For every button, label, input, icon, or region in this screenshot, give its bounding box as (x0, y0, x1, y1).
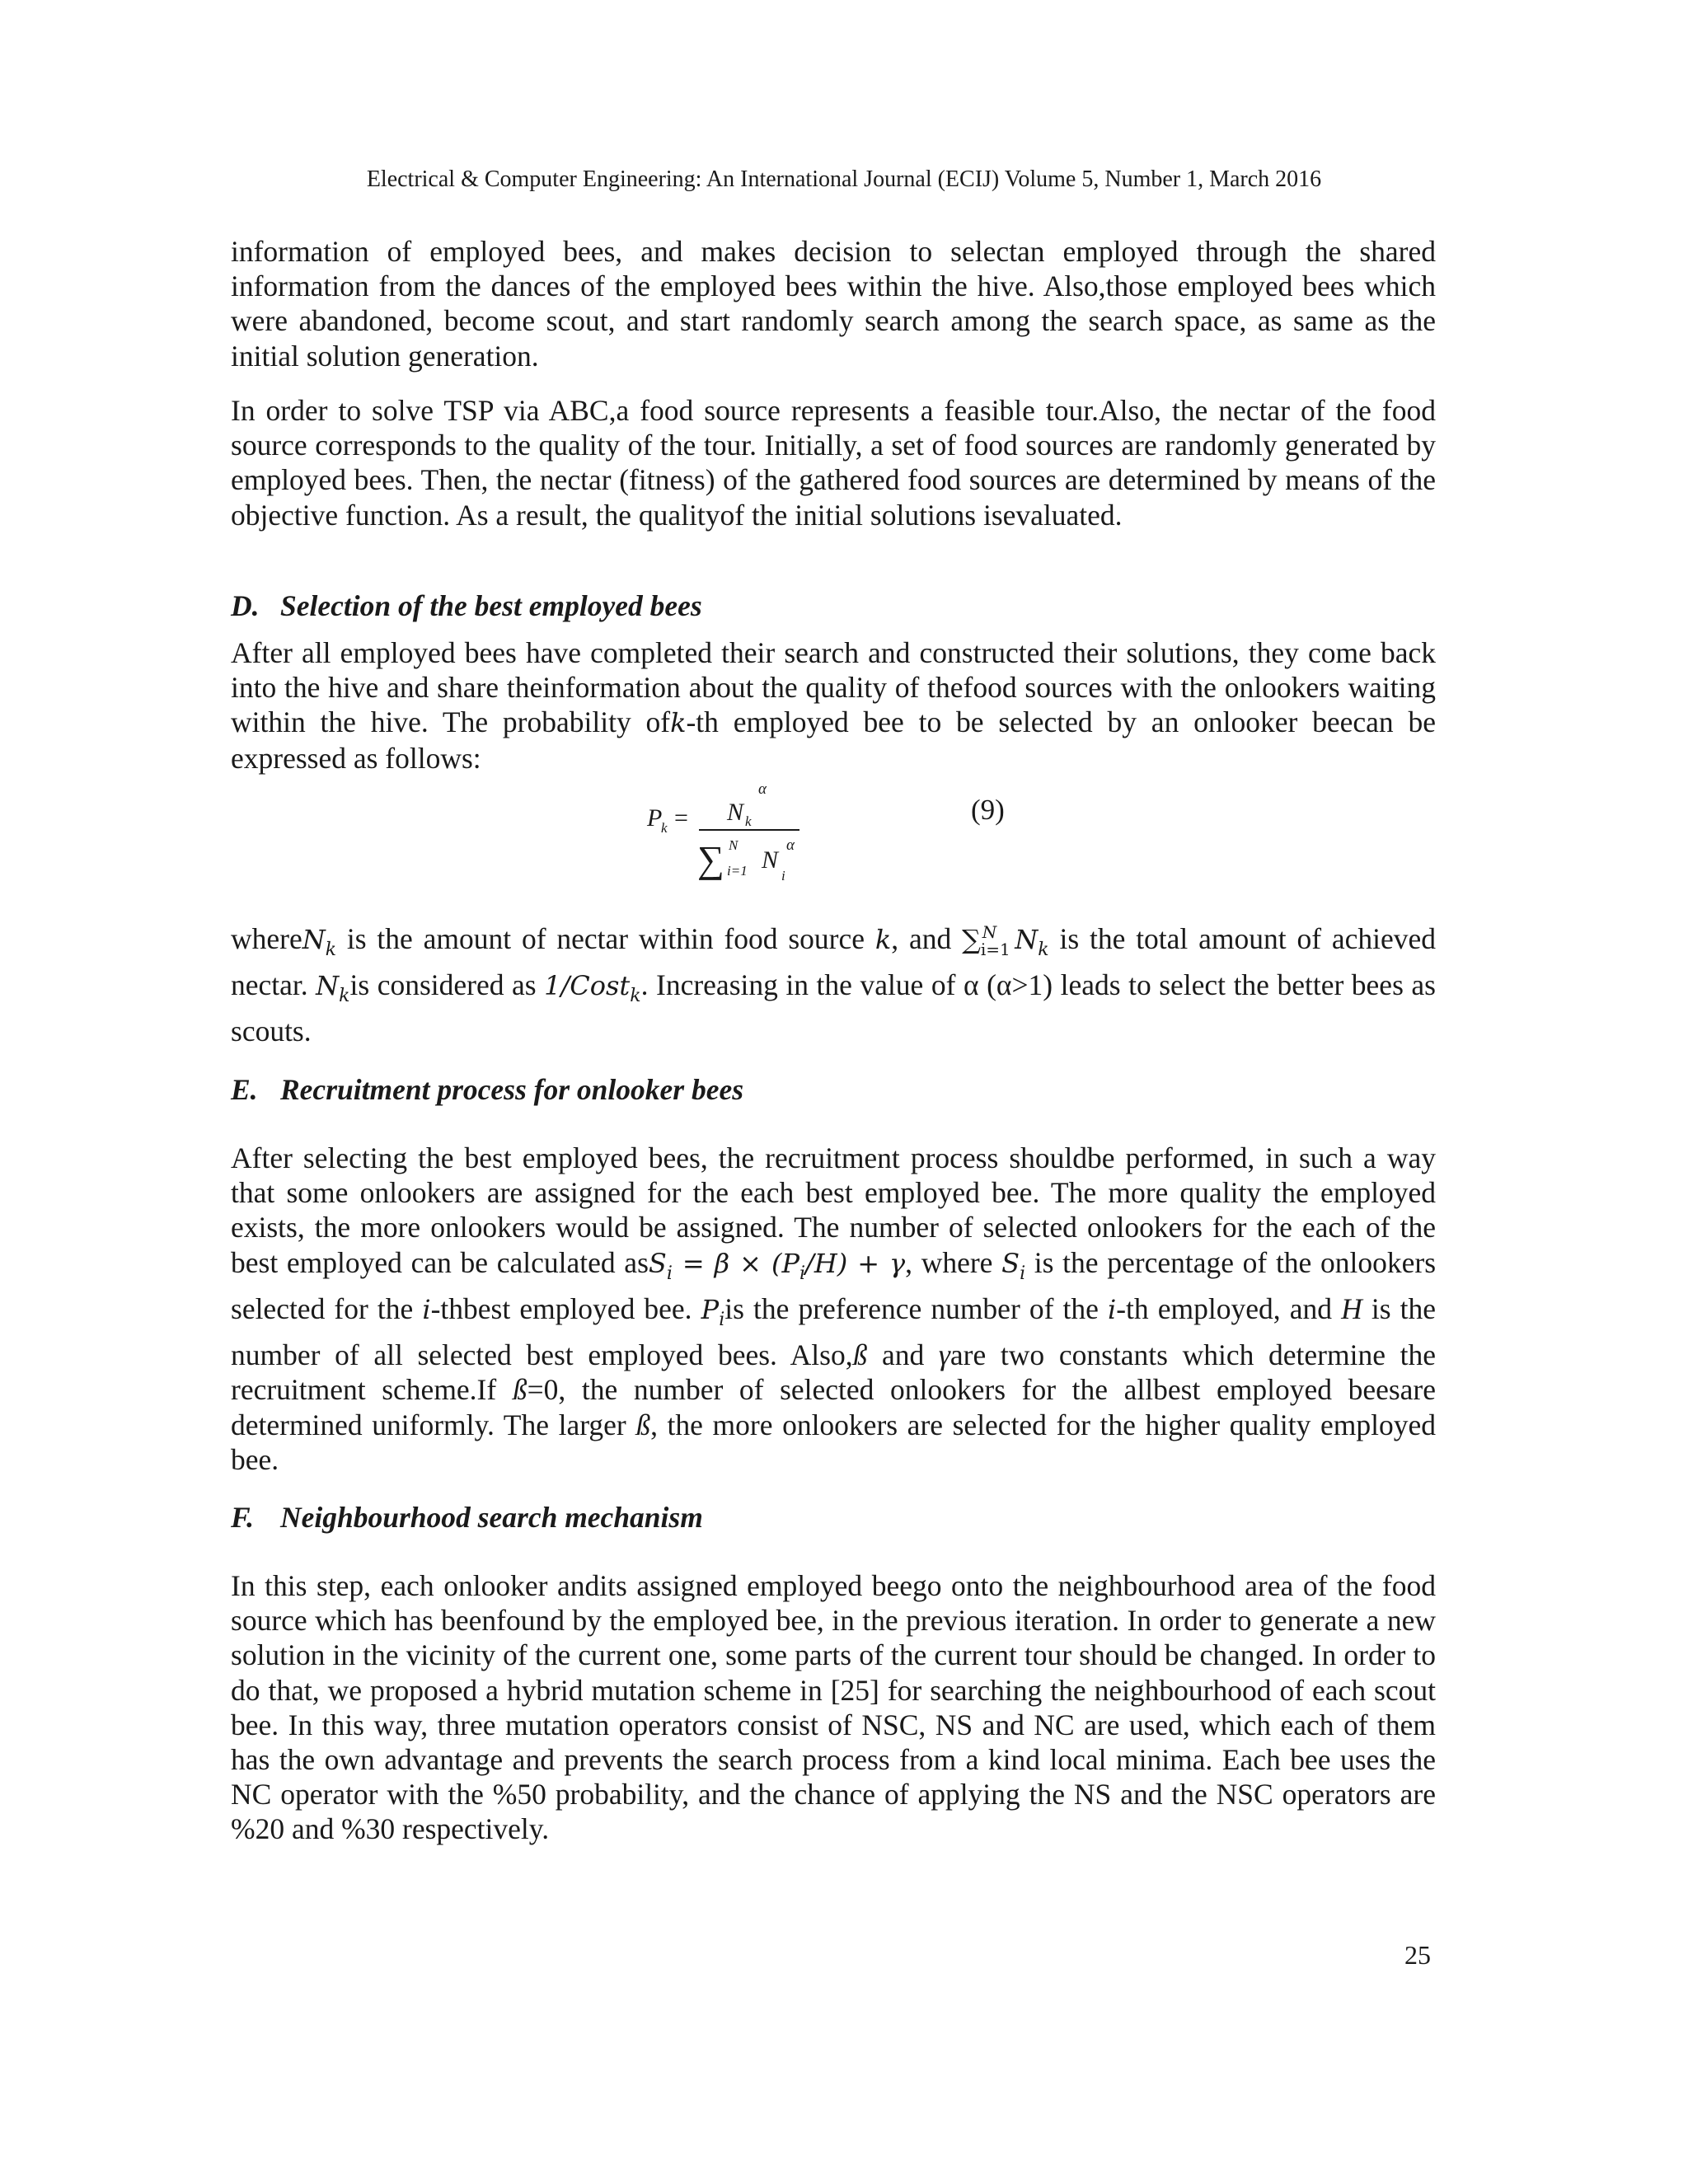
sum-var-sub: k (1038, 939, 1049, 960)
sum-symbol: ∑ (962, 923, 981, 955)
var-gamma: γ (938, 1338, 950, 1372)
section-d-letter: D. (231, 589, 260, 622)
sec-e-t2: , where (905, 1245, 1002, 1279)
equation-9 (643, 775, 1055, 886)
cost-expr: 1/Cost (544, 970, 631, 1002)
where-t3: , and (891, 921, 963, 955)
sum-var: N (1015, 923, 1039, 955)
paragraph-1-block (231, 234, 1436, 373)
section-e-paragraph (231, 1141, 1436, 1477)
sum-sub: i=1 (980, 939, 1010, 959)
var-S-sub: i (1020, 1263, 1026, 1284)
eq-num-sub: k (745, 813, 752, 829)
section-f-letter: F. (231, 1501, 254, 1534)
var-beta: ß (852, 1338, 868, 1372)
paragraph-2-block (231, 393, 1436, 532)
eq-den-var: N (762, 846, 779, 874)
var-Nk-2-sub: k (339, 986, 350, 1007)
formula-S: S (648, 1247, 667, 1279)
sum-sup: N (982, 922, 997, 942)
var-Nk: N (302, 923, 326, 955)
cost-sub: k (630, 986, 641, 1007)
eq-equals: = (674, 804, 688, 832)
sec-e-t1: After selecting the best employed bees, the recruitment process shouldbe performed, in such a way that some onlookers are assigned for the each best employed bee. The more quality the employed exists, the more onlookers would be assigned. The number of selected onlookers for the each of the best employed can be calculated as (231, 1141, 1436, 1279)
where-t2: is the amount of nectar within food source (336, 921, 875, 955)
var-k-2: k (874, 923, 892, 955)
section-f-title: Neighbourhood search mechanism (280, 1501, 703, 1534)
eq-lhs: P (647, 804, 663, 832)
formula-rest2: /H) + γ (805, 1247, 906, 1279)
formula-P-sub: i (799, 1263, 806, 1284)
where-paragraph (231, 915, 1436, 1049)
var-Nk-2: N (316, 970, 340, 1002)
eq-den-alpha: α (786, 837, 795, 854)
section-f-paragraph-block (231, 1568, 1436, 1847)
sec-e-t6: -th employed, and (1116, 1291, 1342, 1325)
eq-den-sum: ∑ (697, 838, 724, 880)
sec-e-t9: are two constants which determine the recruitment scheme.If (231, 1338, 1436, 1407)
var-i-2: i (1108, 1293, 1117, 1325)
equation-number: (9) (971, 794, 1005, 826)
sec-e-t10: =0, the number of selected onlookers for the allbest employed beesare determined uniformly. The larger (231, 1373, 1436, 1441)
var-beta-2: ß (512, 1373, 528, 1407)
paragraph-2: In order to solve TSP via ABC,a food source represents a feasible tour.Also, the nectar of the food source corresponds to the quality of the tour. Initially, a set of food sources are randomly generated by employed bees. Then, the nectar (fitness) of the gathered food sources are determined by means of the objective function. As a result, the qualityof the initial solutions isevaluated. (231, 394, 1436, 532)
paragraph-1: information of employed bees, and makes decision to selectan employed through the shared information from the dances of the employed bees within the hive. Also,those employed bees which were abandoned, become scout, and start randomly search among the search space, as same as the initial solution generation. (231, 235, 1436, 373)
page-number: 25 (1404, 1940, 1431, 1970)
where-t1: where (231, 921, 302, 955)
section-e-title: Recruitment process for onlooker bees (280, 1073, 744, 1106)
section-f-paragraph: In this step, each onlooker andits assigned employed beego onto the neighbourhood area of the food source which has beenfound by the employed bee, in the previous iteration. In order to generate a new solution in the vicinity of the current one, some parts of the current tour should be changed. In order to do that, we proposed a hybrid mutation scheme in [25] for searching the neighbourhood of each scout bee. In this way, three mutation operators consist of NSC, NS and NC are used, which each of them has the own advantage and prevents the search process from a kind local minima. Each bee uses the NC operator with the %50 probability, and the chance of applying the NS and the NSC operators are %20 and %30 respectively. (231, 1569, 1436, 1846)
where-paragraph-block (231, 915, 1436, 1049)
section-d-intro-block (231, 635, 1436, 776)
var-i: i (422, 1293, 431, 1325)
formula-S-sub: i (666, 1263, 673, 1284)
section-d-title: Selection of the best employed bees (280, 589, 702, 622)
var-beta-3: ß (635, 1408, 651, 1441)
eq-den-sup: N (729, 837, 738, 853)
section-e-heading-block (231, 1072, 1436, 1107)
section-e-heading (231, 1072, 1436, 1107)
var-P-sub: i (719, 1310, 725, 1330)
running-header: Electrical & Computer Engineering: An International Journal (ECIJ) Volume 5, Number 1, March 2016 (366, 166, 1322, 192)
where-t6: . Increasing in the value of α (α>1) leads to select the better bees as scouts. (231, 968, 1436, 1048)
section-f-heading-block (231, 1500, 1436, 1535)
sec-e-t5: is the preference number of the (724, 1291, 1108, 1325)
section-d-intro (231, 635, 1436, 776)
sec-e-t7: is the number of all selected best employed bees. Also, (231, 1291, 1436, 1372)
section-e-paragraph-block (231, 1141, 1436, 1477)
section-d-heading (231, 588, 1436, 623)
formula-rest: = β × (P (672, 1247, 799, 1279)
var-H: H (1341, 1291, 1362, 1325)
eq-num-var: N (727, 799, 744, 826)
sec-e-t8: and (867, 1338, 939, 1372)
sec-e-t3: is the percentage of the onlookers selected for the (231, 1245, 1437, 1325)
eq-lhs-sub: k (661, 820, 668, 836)
section-d-intro-text-a: After all employed bees have completed their search and constructed their solutions, they come back into the hive and share theinformation about the quality of thefood sources with the onlookers waiting within the hive. The probability of (231, 636, 1436, 739)
section-d-intro-text-b: -th employed bee to be selected by an onlooker beecan be expressed as follows: (231, 705, 1436, 775)
where-t4: is the total amount of achieved nectar. (231, 921, 1436, 1002)
var-S: S (1001, 1247, 1020, 1279)
where-t5: is considered as (349, 968, 545, 1002)
eq-num-alpha: α (758, 780, 767, 798)
var-P: P (701, 1293, 720, 1325)
eq-den-sub: i=1 (727, 863, 748, 879)
section-d-heading-block (231, 588, 1436, 623)
sec-e-t11: , the more onlookers are selected for the higher quality employed bee. (231, 1408, 1436, 1476)
sec-e-t4: -thbest employed bee. (430, 1291, 701, 1325)
var-k: k (670, 707, 687, 739)
eq-den-var-sub: i (781, 868, 785, 883)
var-Nk-sub: k (325, 939, 337, 960)
section-f-heading (231, 1500, 1436, 1535)
section-e-letter: E. (231, 1073, 258, 1106)
equation-svg (643, 775, 1055, 886)
